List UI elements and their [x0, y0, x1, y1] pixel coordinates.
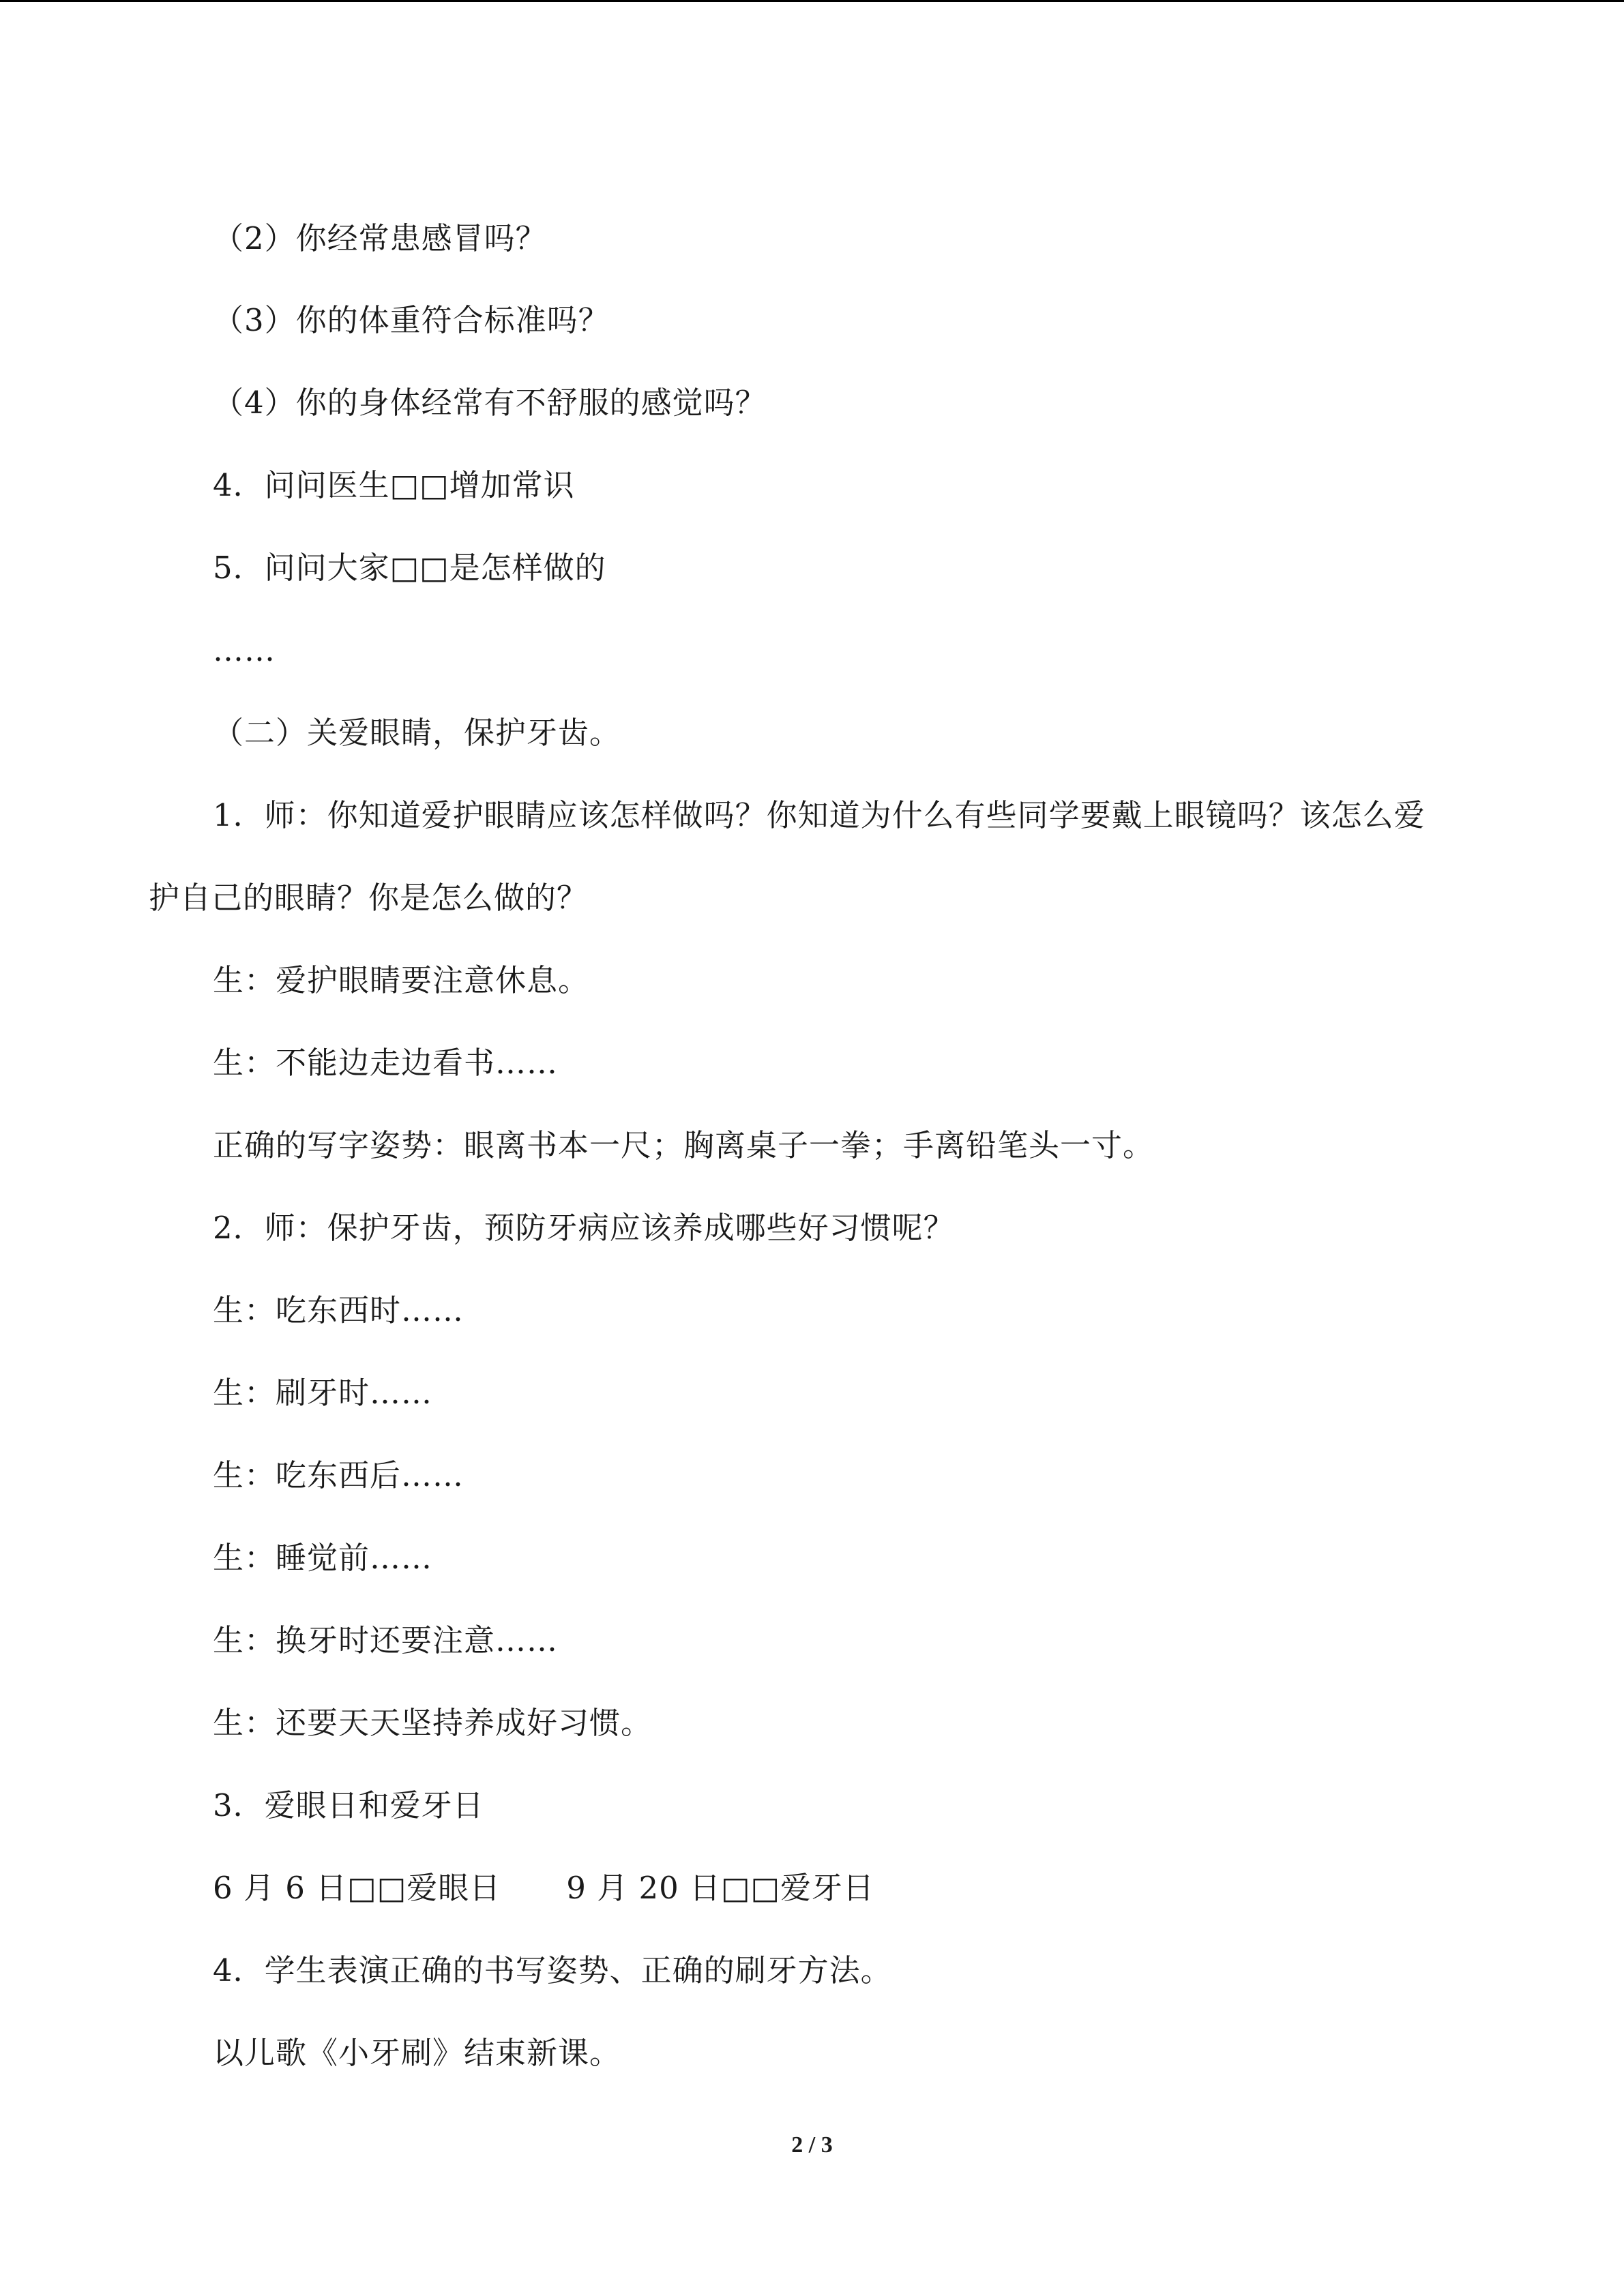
- text-line: 生：不能边走边看书……: [213, 1045, 559, 1081]
- text-line: 5．问问大家□□是怎样做的: [213, 550, 606, 586]
- text-line: （4）你的身体经常有不舒服的感觉吗？: [213, 385, 767, 421]
- date-line: [213, 1869, 874, 1907]
- text-line: （2）你经常患感冒吗？: [213, 220, 547, 256]
- text-line: 护自己的眼睛？你是怎么做的？: [149, 880, 589, 916]
- teeth-day-text: 9 月 20 日□□爱牙日: [566, 1870, 875, 1906]
- text-line: 生：睡觉前……: [213, 1540, 433, 1576]
- text-line: 4．问问医生□□增加常识: [213, 467, 575, 503]
- text-line: 正确的写字姿势：眼离书本一尺；胸离桌子一拳；手离铅笔头一寸。: [213, 1127, 1155, 1163]
- text-line: （3）你的体重符合标准吗？: [213, 302, 610, 338]
- text-line: 2．师：保护牙齿，预防牙病应该养成哪些好习惯呢？: [213, 1210, 955, 1246]
- text-line: 生：换牙时还要注意……: [213, 1622, 559, 1658]
- text-line: 生：吃东西后……: [213, 1457, 464, 1493]
- page-number: 2 / 3: [791, 2132, 833, 2158]
- section-heading: （二）关爱眼睛，保护牙齿。: [213, 715, 621, 751]
- eye-day-text: 6 月 6 日□□爱眼日: [213, 1870, 501, 1906]
- text-line: 以儿歌《小牙刷》结束新课。: [213, 2035, 621, 2071]
- text-line: 生：吃东西时……: [213, 1292, 464, 1328]
- text-line: 生：还要天天坚持养成好习惯。: [213, 1705, 653, 1741]
- text-line: 生：爱护眼睛要注意休息。: [213, 962, 590, 998]
- text-line: 4．学生表演正确的书写姿势、正确的刷牙方法。: [213, 1952, 892, 1988]
- text-line: 生：刷牙时……: [213, 1375, 433, 1411]
- text-line: 3．爱眼日和爱牙日: [213, 1787, 484, 1823]
- text-line: ……: [213, 632, 276, 668]
- text-line: 1．师：你知道爱护眼睛应该怎样做吗？你知道为什么有些同学要戴上眼镜吗？该怎么爱: [213, 797, 1426, 833]
